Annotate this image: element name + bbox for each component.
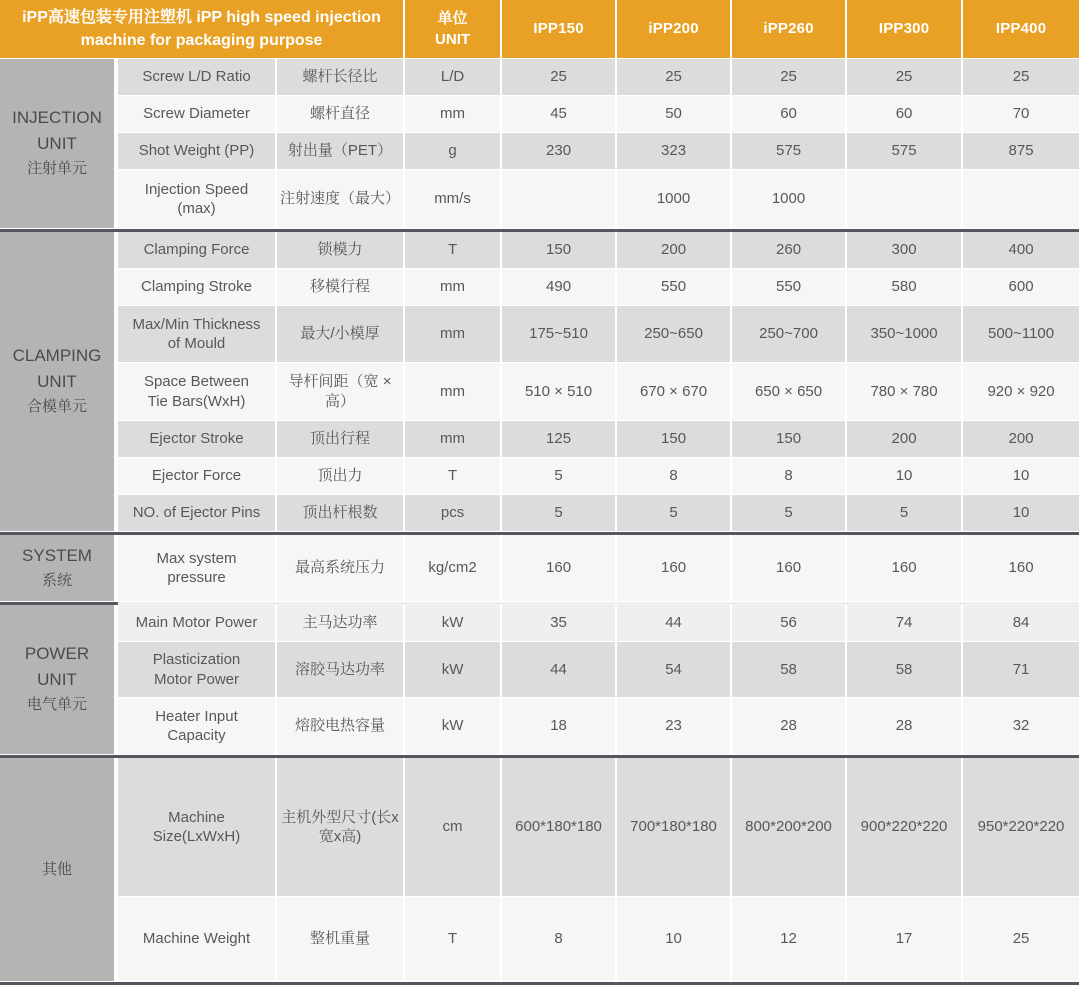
table-row — [0, 170, 1079, 229]
row-label-zh: 顶出力 — [277, 458, 405, 495]
value-cell: 650 × 650 — [732, 363, 847, 421]
row-label-en: Heater Input Capacity — [118, 698, 277, 755]
value-cell: 71 — [963, 642, 1079, 698]
row-unit: L/D — [405, 59, 502, 96]
value-cell: 160 — [502, 535, 617, 602]
value-cell: 323 — [617, 133, 732, 170]
value-cell: 600 — [963, 269, 1079, 306]
value-cell: 5 — [847, 495, 963, 532]
value-cell: 18 — [502, 698, 617, 755]
value-cell: 60 — [732, 96, 847, 133]
spec-table-body — [0, 59, 1079, 985]
value-cell: 50 — [617, 96, 732, 133]
value-cell: 160 — [732, 535, 847, 602]
value-cell: 25 — [847, 59, 963, 96]
group-label-line: 电气单元 — [26, 696, 87, 714]
model-header: IPP400 — [963, 0, 1079, 59]
value-cell: 5 — [617, 495, 732, 532]
row-label-zh: 顶出行程 — [277, 421, 405, 458]
value-cell: 25 — [617, 59, 732, 96]
row-unit: pcs — [405, 495, 502, 532]
value-cell: 150 — [732, 421, 847, 458]
row-label-en: Plasticization Motor Power — [118, 642, 277, 698]
value-cell: 125 — [502, 421, 617, 458]
row-unit: cm — [405, 758, 502, 897]
value-cell: 250~700 — [732, 306, 847, 363]
row-unit: T — [405, 232, 502, 269]
value-cell: 1000 — [732, 170, 847, 229]
value-cell: 500~1100 — [963, 306, 1079, 363]
value-cell: 150 — [617, 421, 732, 458]
value-cell: 25 — [963, 897, 1079, 982]
row-unit: kW — [405, 642, 502, 698]
row-unit: T — [405, 458, 502, 495]
row-label-zh: 导杆间距（宽 × 高） — [277, 363, 405, 421]
value-cell: 230 — [502, 133, 617, 170]
table-row — [0, 269, 1079, 306]
value-cell: 490 — [502, 269, 617, 306]
table-row — [0, 535, 1079, 602]
value-cell: 175~510 — [502, 306, 617, 363]
value-cell: 8 — [617, 458, 732, 495]
value-cell: 5 — [502, 458, 617, 495]
model-header: IPP300 — [847, 0, 963, 59]
row-unit: kW — [405, 605, 502, 642]
row-label-zh: 整机重量 — [277, 897, 405, 982]
value-cell: 600*180*180 — [502, 758, 617, 897]
value-cell: 550 — [617, 269, 732, 306]
value-cell: 160 — [617, 535, 732, 602]
group-label-line: 注射单元 — [26, 160, 87, 178]
value-cell — [847, 170, 963, 229]
unit-column-header — [405, 0, 502, 59]
model-header: iPP260 — [732, 0, 847, 59]
value-cell: 5 — [732, 495, 847, 532]
group-label-line: UNIT — [37, 133, 77, 153]
value-cell: 25 — [502, 59, 617, 96]
row-unit: mm — [405, 306, 502, 363]
row-unit: mm/s — [405, 170, 502, 229]
row-label-en: Clamping Stroke — [118, 269, 277, 306]
value-cell: 58 — [732, 642, 847, 698]
value-cell: 575 — [847, 133, 963, 170]
row-label-zh: 锁模力 — [277, 232, 405, 269]
row-label-en: Screw L/D Ratio — [118, 59, 277, 96]
value-cell: 44 — [502, 642, 617, 698]
row-unit: mm — [405, 363, 502, 421]
group-label — [0, 59, 118, 229]
value-cell: 700*180*180 — [617, 758, 732, 897]
group-label — [0, 758, 118, 982]
row-label-zh: 熔胶电热容量 — [277, 698, 405, 755]
unit-label-zh: 单位 — [437, 10, 468, 27]
row-label-en: NO. of Ejector Pins — [118, 495, 277, 532]
row-label-zh: 最大/小模厚 — [277, 306, 405, 363]
value-cell: 950*220*220 — [963, 758, 1079, 897]
value-cell: 780 × 780 — [847, 363, 963, 421]
value-cell: 800*200*200 — [732, 758, 847, 897]
model-header: IPP150 — [502, 0, 617, 59]
row-label-zh: 最高系统压力 — [277, 535, 405, 602]
table-row — [0, 96, 1079, 133]
value-cell: 74 — [847, 605, 963, 642]
group-label-line: 其他 — [41, 860, 72, 878]
row-label-zh: 螺杆长径比 — [277, 59, 405, 96]
table-row — [0, 232, 1079, 269]
row-label-zh: 主马达功率 — [277, 605, 405, 642]
row-label-en: Screw Diameter — [118, 96, 277, 133]
value-cell: 550 — [732, 269, 847, 306]
value-cell: 84 — [963, 605, 1079, 642]
row-label-zh: 溶胶马达功率 — [277, 642, 405, 698]
value-cell: 32 — [963, 698, 1079, 755]
group-label — [0, 535, 118, 602]
value-cell: 160 — [963, 535, 1079, 602]
value-cell: 900*220*220 — [847, 758, 963, 897]
group-label — [0, 605, 118, 755]
value-cell: 10 — [617, 897, 732, 982]
value-cell: 300 — [847, 232, 963, 269]
value-cell: 400 — [963, 232, 1079, 269]
row-label-en: Max system pressure — [118, 535, 277, 602]
row-label-zh: 注射速度（最大） — [277, 170, 405, 229]
value-cell — [963, 170, 1079, 229]
group-label-line: INJECTION — [12, 108, 102, 128]
value-cell: 200 — [617, 232, 732, 269]
group-label-line: 合模单元 — [26, 398, 87, 416]
row-unit: mm — [405, 421, 502, 458]
value-cell: 60 — [847, 96, 963, 133]
row-label-en: Max/Min Thickness of Mould — [118, 306, 277, 363]
value-cell: 28 — [732, 698, 847, 755]
table-row — [0, 363, 1079, 421]
table-row — [0, 59, 1079, 96]
group-label-line: POWER — [24, 644, 90, 664]
value-cell: 28 — [847, 698, 963, 755]
value-cell: 25 — [963, 59, 1079, 96]
value-cell: 875 — [963, 133, 1079, 170]
model-header: iPP200 — [617, 0, 732, 59]
value-cell: 45 — [502, 96, 617, 133]
row-label-zh: 主机外型尺寸(长x宽x高) — [277, 758, 405, 897]
value-cell: 8 — [732, 458, 847, 495]
value-cell: 350~1000 — [847, 306, 963, 363]
value-cell: 160 — [847, 535, 963, 602]
row-label-en: Shot Weight (PP) — [118, 133, 277, 170]
value-cell: 150 — [502, 232, 617, 269]
value-cell: 12 — [732, 897, 847, 982]
value-cell: 1000 — [617, 170, 732, 229]
row-label-en: Clamping Force — [118, 232, 277, 269]
value-cell: 44 — [617, 605, 732, 642]
value-cell: 575 — [732, 133, 847, 170]
row-label-en: Machine Size(LxWxH) — [118, 758, 277, 897]
group-label-line: UNIT — [37, 669, 77, 689]
row-unit: T — [405, 897, 502, 982]
value-cell: 670 × 670 — [617, 363, 732, 421]
table-row — [0, 642, 1079, 698]
value-cell: 8 — [502, 897, 617, 982]
row-label-zh: 射出量（PET） — [277, 133, 405, 170]
table-row — [0, 458, 1079, 495]
header-row — [0, 0, 1079, 59]
value-cell: 17 — [847, 897, 963, 982]
value-cell: 23 — [617, 698, 732, 755]
row-unit: mm — [405, 269, 502, 306]
value-cell: 25 — [732, 59, 847, 96]
value-cell: 200 — [847, 421, 963, 458]
row-label-en: Ejector Force — [118, 458, 277, 495]
row-label-zh: 螺杆直径 — [277, 96, 405, 133]
table-row — [0, 421, 1079, 458]
table-row — [0, 133, 1079, 170]
table-title: iPP高速包装专用注塑机 iPP high speed injection machine for packaging purpose — [0, 0, 405, 59]
table-row — [0, 698, 1079, 755]
group-label-line: CLAMPING — [12, 346, 102, 366]
row-unit: mm — [405, 96, 502, 133]
value-cell: 250~650 — [617, 306, 732, 363]
value-cell: 10 — [847, 458, 963, 495]
unit-label-en: UNIT — [435, 31, 471, 48]
value-cell: 35 — [502, 605, 617, 642]
row-label-zh: 移模行程 — [277, 269, 405, 306]
row-unit: g — [405, 133, 502, 170]
row-unit: kW — [405, 698, 502, 755]
group-label — [0, 232, 118, 532]
value-cell: 54 — [617, 642, 732, 698]
row-label-en: Space Between Tie Bars(WxH) — [118, 363, 277, 421]
value-cell: 260 — [732, 232, 847, 269]
value-cell: 5 — [502, 495, 617, 532]
row-label-zh: 顶出杆根数 — [277, 495, 405, 532]
value-cell: 200 — [963, 421, 1079, 458]
value-cell: 56 — [732, 605, 847, 642]
row-label-en: Injection Speed (max) — [118, 170, 277, 229]
value-cell: 10 — [963, 495, 1079, 532]
group-label-line: UNIT — [37, 371, 77, 391]
row-label-en: Ejector Stroke — [118, 421, 277, 458]
table-row — [0, 605, 1079, 642]
row-label-en: Machine Weight — [118, 897, 277, 982]
row-unit: kg/cm2 — [405, 535, 502, 602]
table-row — [0, 495, 1079, 532]
row-label-en: Main Motor Power — [118, 605, 277, 642]
table-row — [0, 758, 1079, 897]
value-cell: 580 — [847, 269, 963, 306]
value-cell: 510 × 510 — [502, 363, 617, 421]
table-row — [0, 897, 1079, 982]
value-cell: 10 — [963, 458, 1079, 495]
value-cell: 70 — [963, 96, 1079, 133]
value-cell — [502, 170, 617, 229]
value-cell: 58 — [847, 642, 963, 698]
value-cell: 920 × 920 — [963, 363, 1079, 421]
group-label-line: SYSTEM — [22, 545, 92, 565]
table-row — [0, 306, 1079, 363]
group-label-line: 系统 — [41, 572, 72, 589]
